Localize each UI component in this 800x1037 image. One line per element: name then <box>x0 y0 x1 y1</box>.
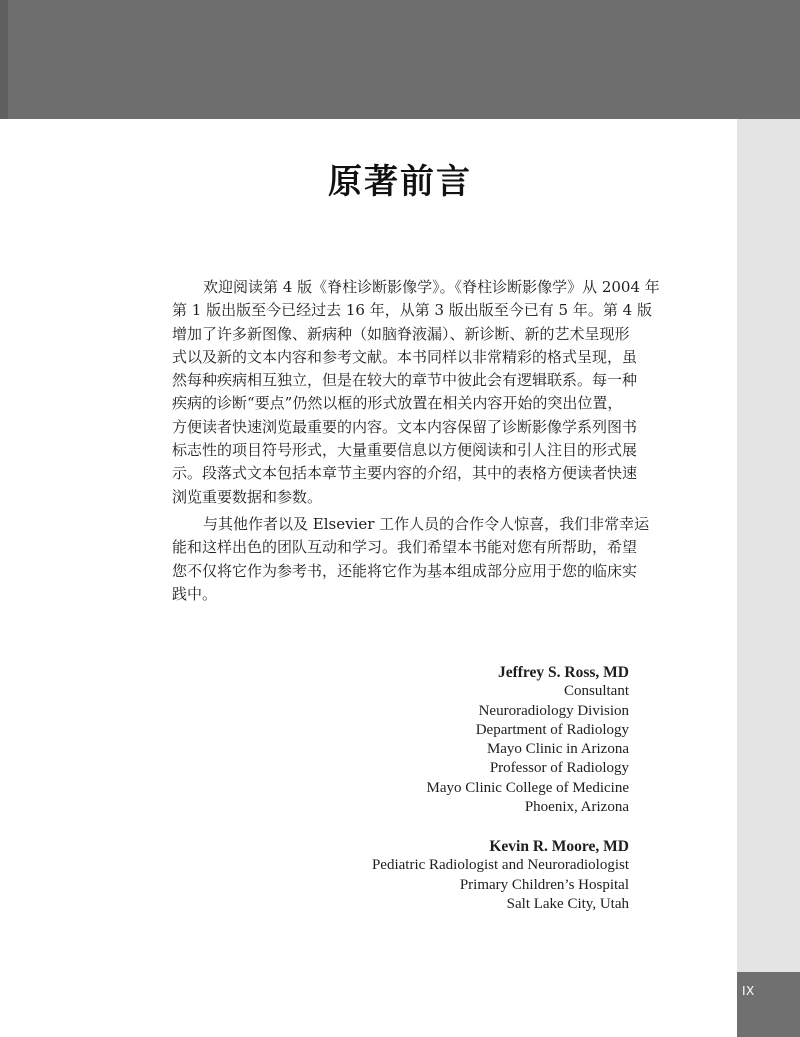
author-affiliation-line: Phoenix, Arizona <box>524 799 629 816</box>
header-band-edge <box>0 0 8 119</box>
text-line: 能和这样出色的团队互动和学习。我们希望本书能对您有所帮助，希望 <box>172 538 638 557</box>
preface-body <box>172 276 660 606</box>
author-affiliation-line: Consultant <box>563 683 629 700</box>
text-line: 标志性的项目符号形式，大量重要信息以方便阅读和引人注目的形式展 <box>172 441 638 460</box>
author-signature-1 <box>427 663 629 817</box>
text-line: 方便读者快速浏览最重要的内容。文本内容保留了诊断影像学系列图书 <box>172 417 638 436</box>
author-signature-2 <box>372 837 629 914</box>
author-name: Kevin R. Moore, MD <box>489 838 629 855</box>
author-affiliation-line: Department of Radiology <box>475 721 629 738</box>
text-line: 欢迎阅读第 4 版《脊柱诊断影像学》。《脊柱诊断影像学》从 2004 年 <box>203 278 660 296</box>
author-affiliation-line: Neuroradiology Division <box>478 702 629 719</box>
text-line: 与其他作者以及 Elsevier 工作人员的合作令人惊喜，我们非常幸运 <box>203 514 650 533</box>
page-number-tab <box>737 972 800 1037</box>
header-band <box>0 0 800 119</box>
page-number: IX <box>742 984 755 998</box>
text-line: 示。段落式文本包括本章节主要内容的介绍，其中的表格方便读者快速 <box>172 464 638 483</box>
author-name: Jeffrey S. Ross, MD <box>497 664 629 681</box>
author-affiliation-line: Primary Children’s Hospital <box>459 876 629 893</box>
author-affiliation-line: Mayo Clinic in Arizona <box>486 741 629 758</box>
text-line: 浏览重要数据和参数。 <box>172 487 323 506</box>
author-affiliation-line: Pediatric Radiologist and Neuroradiologist <box>371 857 629 874</box>
text-line: 您不仅将它作为参考书，还能将它作为基本组成部分应用于您的临床实 <box>172 561 638 580</box>
text-line: 增加了许多新图像、新病种（如脑脊液漏）、新诊断、新的艺术呈现形 <box>172 324 630 343</box>
text-line: 第 1 版出版至今已经过去 16 年，从第 3 版出版至今已有 5 年。第 4 版 <box>172 301 652 320</box>
preface-paragraph-1 <box>172 276 660 509</box>
side-margin-strip <box>737 119 800 1037</box>
text-line: 然每种疾病相互独立，但是在较大的章节中彼此会有逻辑联系。每一种 <box>172 371 638 390</box>
preface-paragraph-2 <box>172 513 650 606</box>
author-affiliation-line: Salt Lake City, Utah <box>506 895 629 912</box>
author-affiliation-line: Professor of Radiology <box>489 760 629 777</box>
text-line: 疾病的诊断“要点”仍然以框的形式放置在相关内容开始的突出位置， <box>172 394 623 413</box>
author-affiliation-line: Mayo Clinic College of Medicine <box>426 779 629 796</box>
text-line: 践中。 <box>172 584 218 603</box>
text-line: 式以及新的文本内容和参考文献。本书同样以非常精彩的格式呈现，虽 <box>172 347 638 366</box>
page-title: 原著前言 <box>328 162 472 202</box>
